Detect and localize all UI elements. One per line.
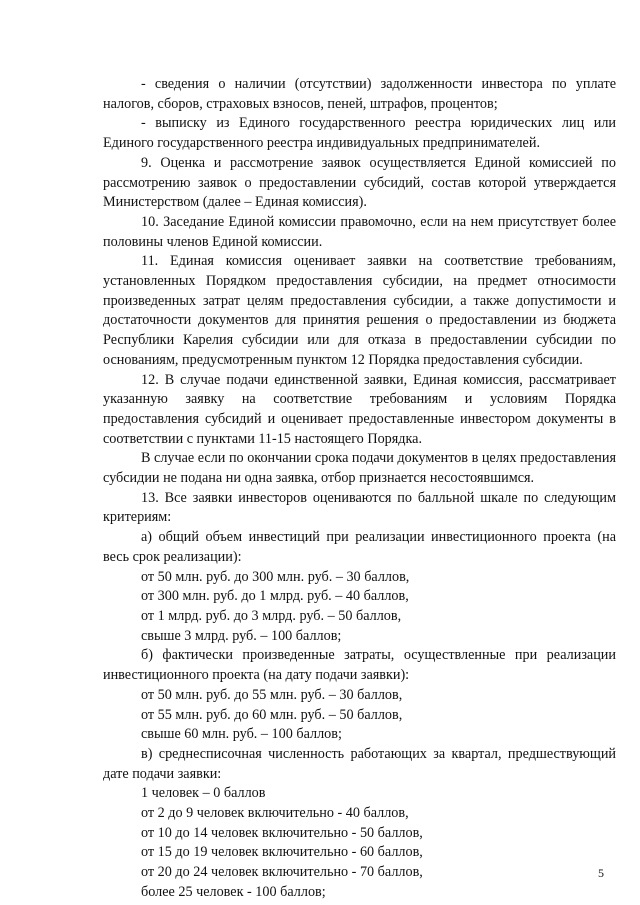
paragraph-debt-info: - сведения о наличии (отсутствии) задолженности инвестора по уплате налогов, сборов, страховых взносов, пеней, штрафов, процентов; <box>103 76 616 112</box>
criterion-b-list <box>103 686 616 745</box>
paragraph-registry-extract: - выписку из Единого государственного реестра юридических лиц или Единого государственного реестра индивидуальных предпринимателей. <box>103 115 616 152</box>
criterion-c-item: от 15 до 19 человек включительно - 60 баллов, <box>141 844 423 861</box>
page-number: 5 <box>598 866 604 880</box>
paragraph-9: 9. Оценка и рассмотрение заявок осуществляется Единой комиссией по рассмотрению заявок о предоставлении субсидий, состав которой утверждается Министерством (далее – Единая комиссия). <box>103 154 616 211</box>
criterion-c-item: от 2 до 9 человек включительно - 40 баллов, <box>141 805 409 822</box>
criterion-a-list <box>103 568 616 647</box>
document-body <box>103 75 616 903</box>
criterion-b-item: от 50 млн. руб. до 55 млн. руб. – 30 баллов, <box>141 686 403 703</box>
criterion-b-item: свыше 60 млн. руб. – 100 баллов; <box>141 726 342 743</box>
criterion-c-item: 1 человек – 0 баллов <box>141 785 266 802</box>
criterion-c-item: от 10 до 14 человек включительно - 50 баллов, <box>141 824 423 841</box>
criterion-c-item: более 25 человек - 100 баллов; <box>141 883 326 900</box>
criterion-b-title: б) фактически произведенные затраты, осуществленные при реализации инвестиционного проекта (на дату подачи заявки): <box>103 647 616 684</box>
criterion-b-item: от 55 млн. руб. до 60 млн. руб. – 50 баллов, <box>141 706 403 723</box>
criterion-a-item: свыше 3 млрд. руб. – 100 баллов; <box>141 627 342 644</box>
criterion-c-title: в) среднесписочная численность работающих за квартал, предшествующий дате подачи заявки: <box>103 745 616 782</box>
criterion-a-item: от 300 млн. руб. до 1 млрд. руб. – 40 баллов, <box>141 588 409 605</box>
criterion-a-item: от 1 млрд. руб. до 3 млрд. руб. – 50 баллов, <box>141 607 402 624</box>
criterion-c-item: от 20 до 24 человек включительно - 70 баллов, <box>141 864 423 881</box>
criterion-a-item: от 50 млн. руб. до 300 млн. руб. – 30 баллов, <box>141 568 410 585</box>
paragraph-11: 11. Единая комиссия оценивает заявки на соответствие требованиям, установленных Порядком предоставления субсидии, на предмет относимости произведенных затрат целям предоставления субсидии, а также допустимости и достаточности документов для принятия решения о предоставлении из бюджета Республики Карелия субсидии или для отказа в предоставлении субсидии по основаниям, предусмотренным пунктом 12 Порядка предоставления субсидии. <box>103 253 616 368</box>
criterion-c-list <box>103 784 616 902</box>
paragraph-10: 10. Заседание Единой комиссии правомочно, если на нем присутствует более половины членов Единой комиссии. <box>103 213 616 250</box>
paragraph-12-no-applications: В случае если по окончании срока подачи документов в целях предоставления субсидии не подана ни одна заявка, отбор признается несостоявшимся. <box>103 450 616 487</box>
criterion-a-title: а) общий объем инвестиций при реализации инвестиционного проекта (на весь срок реализации): <box>103 529 616 565</box>
paragraph-13: 13. Все заявки инвесторов оцениваются по балльной шкале по следующим критериям: <box>103 489 616 526</box>
paragraph-12: 12. В случае подачи единственной заявки, Единая комиссия, рассматривает указанную заявку на соответствие требованиям и условиям Порядка предоставления субсидий и оценивает предоставленные инвестором документы в соответствии с пунктами 11-15 настоящего Порядка. <box>103 371 616 447</box>
